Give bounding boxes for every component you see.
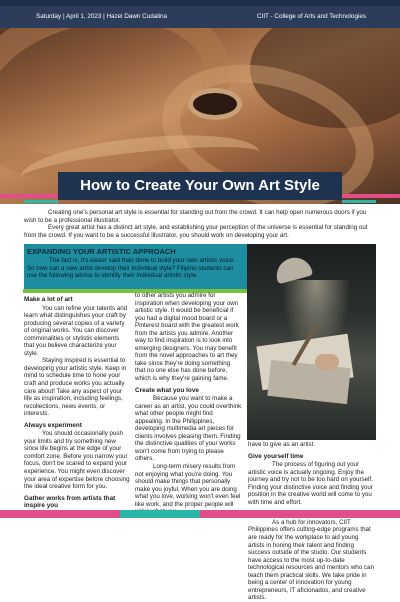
artist-hand xyxy=(315,354,339,370)
subheading: Gather works from artists that inspire you xyxy=(24,494,116,510)
paragraph: Long-term misery results from not enjoying what you're doing. You should make things that personally make you joyful. When you are doing what you love, working won't even feel like work, and the proper people will xyxy=(135,463,241,508)
expanding-approach-box xyxy=(24,244,247,289)
artist-desk-photo xyxy=(247,244,376,440)
paragraph: Staying inspired is essential to developing your artistic style. Keep in mind to schedule time to hone your craft and produce works you actually care about! Take any aspect of your life as inspiration, including feelings, recollections, news events, or interests. xyxy=(24,357,127,418)
header-institution: CIIT - College of Arts and Technologies xyxy=(257,13,366,20)
accent-bar-right xyxy=(342,194,400,198)
paragraph: have to give as an artist. xyxy=(248,441,316,448)
accent-teal-left xyxy=(24,200,58,203)
article-column-2 xyxy=(135,292,242,516)
paragraph: to other artists you admire for inspiration when developing your own artistic style. It would be beneficial if you had a digital mood board or a Pinterest board with the greatest work from the artists you admire. Another way to find inspiration is to look into emerging designers. You may benefit from the novel approaches to art they take since they're doing something that no one else has done before, which is why they're gaining fame. xyxy=(135,292,239,383)
paragraph: Because you want to make a career as an artist, you could overthink what other people might find appealing. In the Philippines, developing multimedia art pieces for clients involves pleasing them. Finding the distinctive qualities of your works won't come from trying to please others. xyxy=(135,395,242,463)
artwork-eye xyxy=(188,88,242,120)
intro-text xyxy=(24,209,376,239)
subheading: Always experiment xyxy=(24,421,82,429)
section-heading: EXPANDING YOUR ARTISTIC APPROACH xyxy=(27,247,176,256)
footer-bar-accent xyxy=(120,510,200,518)
sketch-paper xyxy=(267,360,350,404)
article-column-1 xyxy=(24,292,130,518)
footer-bar xyxy=(0,510,400,518)
intro-paragraph: Creating one's personal art style is essential for standing out from the crowd. It can help open numerous doors if you wish to be a professional illustrator. xyxy=(24,209,367,224)
intro-paragraph: Every great artist has a distinct art style, and establishing your perception of the universe is essential for standing out from the crowd. If you want to be a successful illustrator, you should work on developing your art. xyxy=(24,224,368,239)
paragraph: You can refine your talents and learn what distinguishes your craft by producing several copies of a variety of original works. You can discover commonalities or stylistic elements that you believe characterize your style. xyxy=(24,304,128,357)
accent-teal-right xyxy=(342,200,376,203)
article-column-3 xyxy=(248,441,376,602)
accent-bar-left xyxy=(0,194,58,198)
subheading: Create what you love xyxy=(135,386,199,394)
paragraph: As a hub for innovators, CIIT Philippines offers cutting-edge programs that are ready for the workplace to aid young artists in honing their talent and finding success outside of the studio. Our students have access to the most up-to-date technological resources and mentors who can teach them practical skills. We take pride in being a center of innovation for young entrepreneurs, IT aficionados, and creative artists. xyxy=(248,518,374,602)
paragraph: You should occasionally push your limits and try something new since life begins at the edge of your comfort zone. Before you narrow your focus, don't be scared to expand your experience. You might even discover your area of expertise before choosing the ideal creative form for you. xyxy=(24,430,130,491)
page-title: How to Create Your Own Art Style xyxy=(58,172,342,200)
paragraph: The process of figuring out your artistic voice is actually ongoing. Enjoy the journey and try not to be too hard on yourself. Finding your distinctive voice and finding your position in the creative world will come to you with time and effort. xyxy=(248,461,373,506)
page-header xyxy=(0,6,400,28)
subheading: Make a lot of art xyxy=(24,296,73,303)
section-text: The fact is, it's easier said than done to build your own artistic voice. So how can a new artist develop their individual style? Filipino students can use the following advice to identify their individual artistic style. xyxy=(27,257,236,279)
subheading: Give yourself time xyxy=(248,452,304,460)
header-date-author: Saturday | April 1, 2023 | Hazel Dawn Cudalina xyxy=(36,13,168,20)
